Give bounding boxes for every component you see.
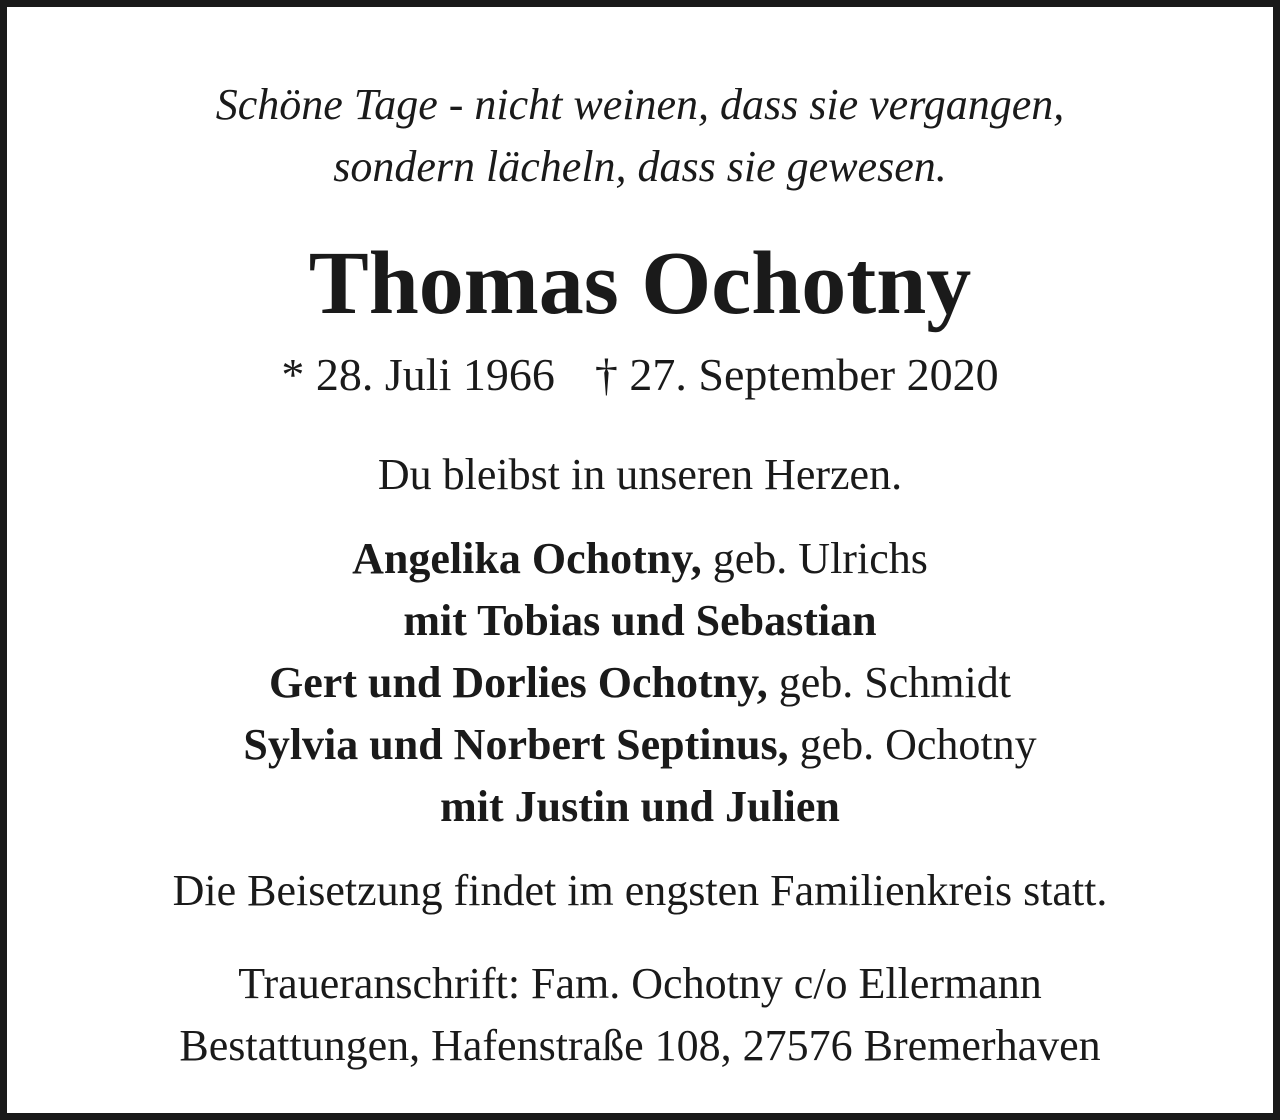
mourner-suffix: geb. Ulrichs bbox=[701, 534, 928, 583]
mourner-line bbox=[7, 658, 1273, 707]
birth-date: * 28. Juli 1966 bbox=[281, 349, 555, 400]
quote-line-2: sondern lächeln, dass sie gewesen. bbox=[333, 142, 947, 191]
quote-line-1: Schöne Tage - nicht weinen, dass sie vergangen, bbox=[215, 80, 1065, 129]
mourner-name: mit Justin und Julien bbox=[440, 782, 840, 831]
mourner-line bbox=[7, 720, 1273, 769]
life-dates bbox=[7, 349, 1273, 400]
remembrance-message: Du bleibst in unseren Herzen. bbox=[377, 450, 903, 499]
mourner-suffix: geb. Schmidt bbox=[767, 658, 1011, 707]
death-date: † 27. September 2020 bbox=[594, 349, 999, 400]
mourner-line bbox=[7, 596, 1273, 645]
mourning-address-line-2: Bestattungen, Hafenstraße 108, 27576 Bremerhaven bbox=[179, 1021, 1101, 1070]
mourner-line bbox=[7, 782, 1273, 831]
mourner-name: Sylvia und Norbert Septinus, bbox=[243, 720, 789, 769]
deceased-name: Thomas Ochotny bbox=[308, 234, 972, 333]
burial-note: Die Beisetzung findet im engsten Familienkreis statt. bbox=[172, 866, 1108, 915]
mourner-suffix: geb. Ochotny bbox=[788, 720, 1037, 769]
mourning-address-line-1: Traueranschrift: Fam. Ochotny c/o Ellermann bbox=[238, 959, 1042, 1008]
mourner-name: Gert und Dorlies Ochotny, bbox=[269, 658, 768, 707]
mourner-name: mit Tobias und Sebastian bbox=[403, 596, 877, 645]
mourner-line bbox=[7, 534, 1273, 583]
mourner-name: Angelika Ochotny, bbox=[352, 534, 702, 583]
